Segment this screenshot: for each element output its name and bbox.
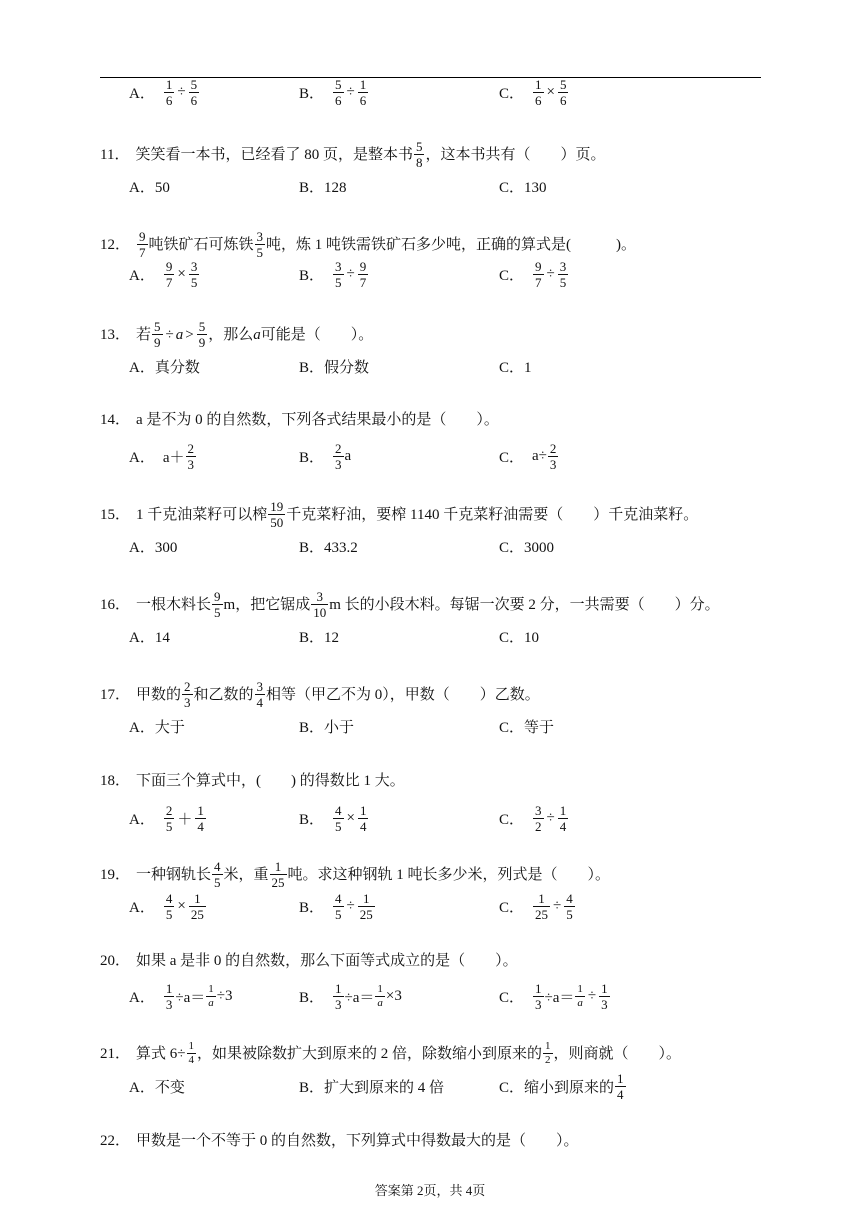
fraction: $\frac{1}{25}$ — [359, 890, 373, 922]
q19-option-c[interactable]: C． $\frac{1}{25}$ ÷ $\frac{4}{5}$ — [499, 890, 573, 922]
q19-option-b[interactable]: B． $\frac{4}{5}$ ÷ $\frac{1}{25}$ — [299, 890, 373, 922]
fraction: $\frac{1}{4}$ — [559, 802, 567, 834]
fraction: $\frac{1}{25}$ — [190, 890, 204, 922]
q18-option-a[interactable]: A． $\frac{2}{5}$ ＋ $\frac{1}{4}$ — [129, 802, 204, 834]
fraction: $\frac{4}{5}$ — [165, 890, 173, 922]
fraction: $\frac{1}{3}$ — [335, 980, 342, 1012]
fraction: $\frac{2}{5}$ — [165, 802, 173, 834]
q13-option-b[interactable]: B．假分数 — [299, 359, 370, 376]
question-18: 18． 下面三个算式中，( ) 的得数比 1 大。 — [100, 773, 405, 789]
q21-option-a[interactable]: A．不变 — [129, 1079, 185, 1096]
fraction: $\frac{4}{5}$ — [566, 890, 573, 922]
q20-option-b[interactable]: B． $\frac{1}{3}$ ÷a＝ $\frac{1}{a}$ ×3 — [299, 980, 402, 1012]
q15-option-b[interactable]: B．433.2 — [299, 539, 358, 556]
fraction: $\frac{19}{50}$ — [270, 499, 284, 530]
q21-option-b[interactable]: B．扩大到原来的 4 倍 — [299, 1079, 445, 1096]
q10-option-c[interactable]: C． $\frac{1}{6}$ × $\frac{5}{6}$ — [499, 76, 567, 108]
page-footer: 答案第 2页，共 4页 — [374, 1183, 486, 1198]
fraction: $\frac{2}{3}$ — [549, 440, 557, 472]
q18-option-c[interactable]: C． $\frac{3}{2}$ ÷ $\frac{1}{4}$ — [499, 802, 567, 834]
q15-option-a[interactable]: A．300 — [129, 539, 178, 556]
question-14: 14． a 是不为 0 的自然数，下列各式结果最小的是（ ）。 — [100, 412, 499, 428]
fraction: $\frac{5}{8}$ — [415, 139, 423, 170]
question-21: 21． 算式 6÷ $\frac{1}{4}$ ，如果被除数扩大到原来的 2 倍，除数缩小到原来的 $\frac{1}{2}$ ，则商就（ ）。 — [100, 1040, 682, 1066]
fraction: $\frac{3}{10}$ — [313, 589, 327, 620]
fraction: $\frac{1}{a}$ — [208, 982, 214, 1009]
q17-option-b[interactable]: B．小于 — [299, 719, 355, 736]
question-15: 15． 1 千克油菜籽可以榨 $\frac{19}{50}$ 千克菜籽油，要榨 1140 千克菜籽油需要（ ）千克油菜籽。 — [100, 499, 699, 530]
q13-option-a[interactable]: A．真分数 — [129, 359, 200, 376]
question-17: 17． 甲数的 $\frac{2}{3}$ 和乙数的 $\frac{3}{4}$ 相等（甲乙不为 0），甲数（ ）乙数。 — [100, 679, 540, 710]
question-11: 11． 笑笑看一本书，已经看了 80 页，是整本书 $\frac{5}{8}$ ，这本书共有（ ）页。 — [100, 139, 606, 170]
fraction: $\frac{1}{6}$ — [535, 76, 542, 108]
q11-option-c[interactable]: C．130 — [499, 179, 547, 196]
q20-option-c[interactable]: C． $\frac{1}{3}$ ÷a＝ $\frac{1}{a}$ ÷ $\frac{1}{3}$ — [499, 980, 608, 1012]
fraction: $\frac{5}{6}$ — [335, 76, 342, 108]
q10-option-b[interactable]: B． $\frac{5}{6}$ ÷ $\frac{1}{6}$ — [299, 76, 367, 108]
fraction: $\frac{3}{5}$ — [559, 258, 567, 290]
fraction: $\frac{1}{a}$ — [577, 982, 583, 1009]
fraction: $\frac{3}{2}$ — [535, 802, 542, 834]
fraction: $\frac{2}{3}$ — [184, 679, 191, 710]
fraction: $\frac{1}{4}$ — [188, 1040, 194, 1066]
fraction: $\frac{1}{25}$ — [535, 890, 549, 922]
fraction: $\frac{3}{5}$ — [190, 258, 198, 290]
question-13: 13． 若 $\frac{5}{9}$ ÷ a > $\frac{5}{9}$ ，那么 a 可能是（ ）。 — [100, 319, 374, 350]
fraction: $\frac{4}{5}$ — [335, 802, 342, 834]
q20-option-a[interactable]: A． $\frac{1}{3}$ ÷a＝ $\frac{1}{a}$ ÷3 — [129, 980, 233, 1012]
q11-option-a[interactable]: A．50 — [129, 179, 170, 196]
q12-option-a[interactable]: A． $\frac{9}{7}$ × $\frac{3}{5}$ — [129, 258, 198, 290]
fraction: $\frac{9}{7}$ — [359, 258, 367, 290]
q11-option-b[interactable]: B．128 — [299, 179, 347, 196]
fraction: $\frac{1}{3}$ — [165, 980, 173, 1012]
fraction: $\frac{3}{5}$ — [256, 229, 264, 260]
q12-option-c[interactable]: C． $\frac{9}{7}$ ÷ $\frac{3}{5}$ — [499, 258, 567, 290]
fraction: $\frac{5}{6}$ — [559, 76, 567, 108]
fraction: $\frac{1}{2}$ — [545, 1040, 551, 1066]
q21-option-c[interactable]: C．缩小到原来的 $\frac{1}{4}$ — [499, 1070, 624, 1102]
q16-option-b[interactable]: B．12 — [299, 629, 340, 646]
fraction: $\frac{1}{4}$ — [359, 802, 367, 834]
question-19: 19． 一种钢轨长 $\frac{4}{5}$ 米，重 $\frac{1}{25}$ 吨。求这种钢轨 1 吨长多少米，列式是（ ）。 — [100, 859, 611, 890]
question-16: 16． 一根木料长 $\frac{9}{5}$ m，把它锯成 $\frac{3}{10}$ m 长的小段木料。每锯一次要 2 分，一共需要（ ）分。 — [100, 589, 720, 620]
question-12: 12． $\frac{9}{7}$ 吨铁矿石可炼铁 $\frac{3}{5}$ 吨，炼 1 吨铁需铁矿石多少吨，正确的算式是( )。 — [100, 229, 637, 260]
q14-option-c[interactable]: C． a÷ $\frac{2}{3}$ — [499, 440, 557, 472]
q16-option-a[interactable]: A．14 — [129, 629, 170, 646]
fraction: $\frac{3}{4}$ — [256, 679, 264, 710]
q17-option-c[interactable]: C．等于 — [499, 719, 555, 736]
fraction: $\frac{4}{5}$ — [335, 890, 342, 922]
fraction: $\frac{4}{5}$ — [214, 859, 221, 890]
q19-option-a[interactable]: A． $\frac{4}{5}$ × $\frac{1}{25}$ — [129, 890, 204, 922]
fraction: $\frac{1}{25}$ — [271, 859, 285, 890]
q16-option-c[interactable]: C．10 — [499, 629, 540, 646]
q18-option-b[interactable]: B． $\frac{4}{5}$ × $\frac{1}{4}$ — [299, 802, 367, 834]
fraction: $\frac{2}{3}$ — [187, 440, 195, 472]
fraction: $\frac{9}{5}$ — [214, 589, 221, 620]
q12-option-b[interactable]: B． $\frac{3}{5}$ ÷ $\frac{9}{7}$ — [299, 258, 367, 290]
fraction: $\frac{9}{7}$ — [535, 258, 542, 290]
fraction: $\frac{1}{6}$ — [165, 76, 173, 108]
fraction: $\frac{1}{6}$ — [359, 76, 367, 108]
fraction: $\frac{1}{4}$ — [197, 802, 204, 834]
q14-option-b[interactable]: B． $\frac{2}{3}$ a — [299, 440, 352, 472]
fraction: $\frac{9}{7}$ — [139, 229, 146, 260]
fraction: $\frac{1}{4}$ — [617, 1070, 624, 1102]
fraction: $\frac{5}{6}$ — [190, 76, 198, 108]
q15-option-c[interactable]: C．3000 — [499, 539, 555, 556]
fraction: $\frac{2}{3}$ — [335, 440, 342, 472]
q13-option-c[interactable]: C．1 — [499, 359, 532, 376]
fraction: $\frac{1}{a}$ — [377, 982, 383, 1009]
fraction: $\frac{1}{3}$ — [535, 980, 542, 1012]
fraction: $\frac{5}{9}$ — [154, 319, 161, 350]
q17-option-a[interactable]: A．大于 — [129, 719, 185, 736]
q14-option-a[interactable]: A． a＋ $\frac{2}{3}$ — [129, 440, 195, 472]
fraction: $\frac{9}{7}$ — [165, 258, 173, 290]
fraction: $\frac{3}{5}$ — [335, 258, 342, 290]
question-20: 20． 如果 a 是非 0 的自然数，那么下面等式成立的是（ ）。 — [100, 953, 518, 969]
fraction: $\frac{5}{9}$ — [198, 319, 206, 350]
fraction: $\frac{1}{3}$ — [601, 980, 608, 1012]
question-22: 22． 甲数是一个不等于 0 的自然数，下列算式中得数最大的是（ ）。 — [100, 1133, 579, 1149]
q10-option-a[interactable]: A． $\frac{1}{6}$ ÷ $\frac{5}{6}$ — [129, 76, 198, 108]
